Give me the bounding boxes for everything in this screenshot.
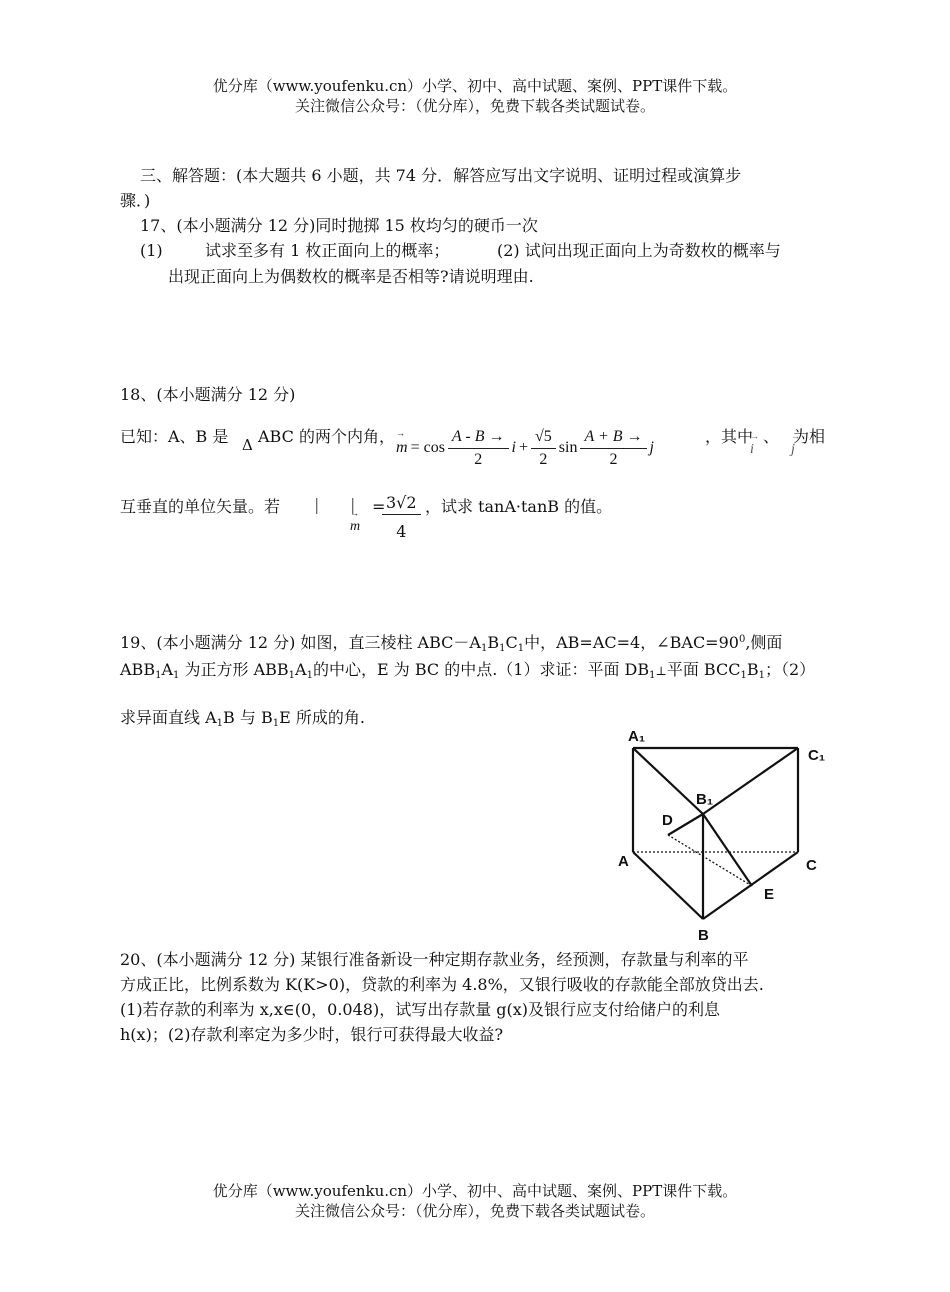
degree-superscript: 0	[738, 634, 746, 645]
q17-part2-cont: 出现正面向上为偶数枚的概率是否相等?请说明理由.	[168, 267, 534, 286]
sin-function: sin	[558, 439, 578, 456]
fraction-denominator: 2	[474, 450, 483, 468]
equals-sign: =	[372, 497, 386, 516]
vector-i-label: → i	[750, 442, 754, 458]
q19-text: B 与 B	[223, 708, 273, 727]
q19-text: ；（2）	[764, 660, 816, 679]
prism-figure	[610, 722, 845, 947]
subscript: 1	[272, 718, 280, 729]
q19-text: B	[746, 660, 759, 679]
fraction-denominator: 2	[609, 450, 618, 468]
label-a1: A₁	[628, 728, 646, 745]
label-b1: B₁	[696, 791, 714, 808]
edge-c1-b1	[703, 748, 798, 814]
label-e: E	[764, 886, 775, 903]
q19-line-2	[120, 658, 815, 688]
q20-line-1: 20、(本小题满分 12 分) 某银行准备新设一种定期存款业务，经预测，存款量与利率的平	[120, 950, 749, 969]
fraction-numerator: 3√2	[382, 492, 421, 515]
abs-vector-m: → m	[350, 519, 360, 535]
segment-b1-e	[703, 814, 752, 886]
abs-bar-left: |	[314, 495, 320, 514]
q17-part1-number: (1)	[140, 241, 163, 260]
q18-given-prefix: 已知：A、B 是	[120, 427, 229, 446]
q19-text: A	[161, 660, 174, 679]
q20-line-3: (1)若存款的利率为 x,x∈(0，0.048)，试写出存款量 g(x)及银行应支付给储户的利息	[120, 1000, 721, 1019]
q20-line-4: h(x)；(2)存款利率定为多少时，银行可获得最大收益?	[120, 1025, 504, 1044]
fraction-denominator: 2	[539, 450, 548, 468]
q19-text: 的中心，E 为 BC 的中点.（1）求证：平面 DB	[312, 660, 650, 679]
plus-sign: +	[518, 439, 528, 456]
q18-delta-symbol: Δ	[242, 436, 253, 454]
label-b: B	[698, 927, 709, 944]
subscript: 1	[288, 670, 296, 681]
formula-eq-cos: = cos	[410, 439, 445, 456]
q19-text: 中，AB=AC=4，	[524, 633, 657, 652]
abs-bar-right: |	[350, 495, 356, 514]
fraction-numerator: A + B →	[580, 426, 646, 449]
q18-perp-text: 为相	[793, 427, 826, 446]
q19-text: 求异面直线 A	[120, 708, 217, 727]
subscript: 1	[480, 643, 488, 654]
subscript: 1	[306, 670, 313, 681]
q19-text: B	[487, 633, 500, 652]
header-line-1: 优分库（www.youfenku.cn）小学、初中、高中试题、案例、PPT课件下载。	[212, 77, 738, 95]
q19-text: C	[505, 633, 518, 652]
q18-line2-prefix: 互垂直的单位矢量。若	[120, 497, 281, 516]
q19-text: 19、(本小题满分 12 分) 如图，直三棱柱 ABC－A	[120, 633, 481, 652]
q18-abc-text: ABC 的两个内角，	[258, 427, 395, 446]
vector-j-label: → j	[791, 442, 795, 458]
q19-text: A	[295, 660, 307, 679]
q19-text: 为正方形 ABB	[184, 660, 289, 679]
subscript: 1	[649, 670, 656, 681]
segment-b1-d	[668, 814, 703, 835]
vector-j: j	[649, 439, 654, 456]
q18-where-text: ，其中	[705, 427, 754, 446]
q19-text: ,侧面	[745, 633, 783, 652]
subscript: 1	[758, 670, 765, 681]
fraction-denominator: 4	[396, 522, 407, 541]
q19-text: ABB	[120, 660, 156, 679]
section-heading-cont: 骤．)	[120, 191, 151, 210]
fraction-a-plus-b	[580, 426, 646, 471]
subscript: 1	[216, 718, 224, 729]
label-c1: C₁	[808, 747, 826, 764]
q18-line2-suffix: ，试求 tanA·tanB 的值。	[425, 497, 613, 516]
vector-i: i	[511, 439, 516, 456]
subscript: 1	[155, 670, 162, 681]
fraction-numerator: A - B →	[448, 426, 509, 449]
q17-part1: 试求至多有 1 枚正面向上的概率；	[205, 241, 450, 260]
subscript: 1	[740, 670, 747, 681]
q17-title: 17、(本小题满分 12 分)同时抛掷 15 枚均匀的硬币一次	[140, 216, 538, 235]
fraction-3sqrt2-over-4	[382, 492, 421, 543]
edge-a1-b1	[633, 748, 703, 814]
edge-a-b	[633, 852, 703, 919]
footer-line-1: 优分库（www.youfenku.cn）小学、初中、高中试题、案例、PPT课件下载。	[212, 1182, 738, 1200]
q19-text: 平面 BCC	[666, 660, 741, 679]
q19-line-3	[120, 706, 365, 736]
q18-vector-formula	[396, 422, 654, 474]
q19-line-1	[120, 628, 782, 661]
q18-separator: 、	[763, 427, 780, 446]
subscript: 1	[173, 670, 180, 681]
perpendicular-symbol: ⊥	[655, 664, 667, 678]
vector-m: → m	[396, 439, 408, 457]
hidden-segment-d-e	[668, 835, 752, 886]
subscript: 1	[517, 643, 525, 654]
q19-text: E 所成的角.	[279, 708, 365, 727]
header-line-2: 关注微信公众号：（优分库），免费下载各类试题试卷。	[294, 97, 655, 115]
fraction-sqrt5	[531, 426, 556, 471]
q20-line-2: 方成正比，比例系数为 K(K>0)，贷款的利率为 4.8%，又银行吸收的存款能全部放贷出去.	[120, 975, 764, 994]
subscript: 1	[499, 643, 506, 654]
label-a: A	[618, 853, 629, 870]
footer-line-2: 关注微信公众号：（优分库），免费下载各类试题试卷。	[294, 1202, 655, 1220]
label-c: C	[806, 857, 817, 874]
q17-part2: (2) 试问出现正面向上为奇数枚的概率与	[497, 241, 781, 260]
section-heading: 三、解答题：(本大题共 6 小题，共 74 分．解答应写出文字说明、证明过程或演算步	[140, 166, 742, 185]
label-d: D	[662, 812, 673, 829]
angle-symbol: ∠	[656, 633, 670, 652]
fraction-numerator: √5	[531, 426, 556, 449]
fraction-a-minus-b	[448, 426, 509, 471]
q18-title: 18、(本小题满分 12 分)	[120, 385, 296, 404]
q19-text: BAC=90	[669, 633, 739, 652]
